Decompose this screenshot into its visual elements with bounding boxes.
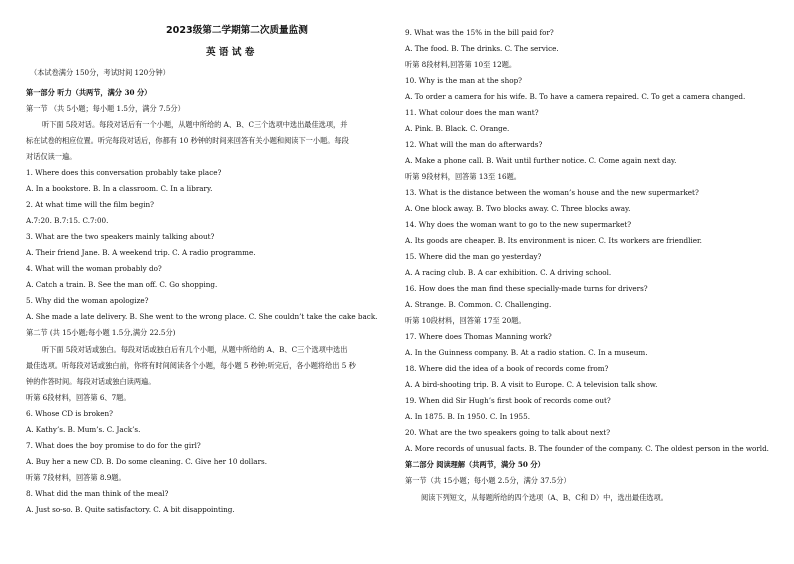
left-text-line: 第二节 (共 15小题;每小题 1.5分,满分 22.5分) [26, 328, 176, 337]
left-text-line: 第一部分 听力（共两节，满分 30 分） [26, 88, 152, 97]
left-text-line: 标在试卷的相应位置。听完每段对话后，你都有 10 秒钟的时间来回答有关小题和阅读下一小题。每段 [26, 136, 349, 145]
right-text-line: 第一节（共 15小题；每小题 2.5分，满分 37.5分） [405, 476, 571, 485]
left-text-line: 听第 6段材料，回答第 6、7题。 [26, 393, 131, 402]
right-text-line: 15. Where did the man go yesterday? [405, 252, 542, 261]
right-text-line: A. Make a phone call. B. Wait until further notice. C. Come again next day. [405, 156, 677, 165]
left-text-line: 7. What does the boy promise to do for the girl? [26, 441, 201, 450]
right-text-line: A. The food. B. The drinks. C. The service. [405, 44, 559, 53]
left-text-line: （本试卷满分 150分，考试时间 120分钟） [30, 68, 170, 77]
right-text-line: A. In 1875. B. In 1950. C. In 1955. [405, 412, 530, 421]
right-text-line: A. In the Guinness company. B. At a radio station. C. In a museum. [405, 348, 648, 357]
left-text-line: 英 语 试 卷 [206, 47, 255, 58]
right-text-line: A. More records of unusual facts. B. The founder of the company. C. The oldest person in the world. [405, 444, 769, 453]
right-text-line: A. One block away. B. Two blocks away. C. Three blocks away. [405, 204, 631, 213]
left-text-line: 2023级第二学期第二次质量监测 [166, 25, 308, 36]
right-text-line: 13. What is the distance between the woman’s house and the new supermarket? [405, 188, 699, 197]
left-text-line: 听下面 5段对话或独白。每段对话或独白后有几个小题，从题中所给的 A、B、C三个选项中选出 [42, 345, 348, 354]
right-text-line: 听第 9段材料，回答第 13至 16题。 [405, 172, 521, 181]
left-text-line: 8. What did the man think of the meal? [26, 489, 169, 498]
left-text-line: A. Just so-so. B. Quite satisfactory. C. A bit disappointing. [26, 505, 235, 514]
left-text-line: 钟的作答时间。每段对话或独白读两遍。 [26, 377, 156, 386]
left-text-line: 最佳选项。听每段对话或独白前，你将有时间阅读各个小题，每小题 5 秒钟;听完后，各小题将给出 5 秒 [26, 361, 356, 370]
right-text-line: 听第 8段材料,回答第 10至 12题。 [405, 60, 517, 69]
right-text-line: 9. What was the 15% in the bill paid for? [405, 28, 554, 37]
right-text-line: 12. What will the man do afterwards? [405, 140, 543, 149]
left-text-line: A. Buy her a new CD. B. Do some cleaning. C. Give her 10 dollars. [26, 457, 267, 466]
right-text-line: 18. Where did the idea of a book of records come from? [405, 364, 609, 373]
left-text-line: 第一节 （共 5小题；每小题 1.5分，满分 7.5分） [26, 104, 185, 113]
left-text-line: 2. At what time will the film begin? [26, 200, 154, 209]
right-text-line: 19. When did Sir Hugh’s first book of records come out? [405, 396, 611, 405]
right-text-line: 20. What are the two speakers going to talk about next? [405, 428, 611, 437]
left-text-line: A. Kathy’s. B. Mum’s. C. Jack’s. [26, 425, 141, 434]
right-text-line: A. Pink. B. Black. C. Orange. [405, 124, 510, 133]
right-text-line: 14. Why does the woman want to go to the new supermarket? [405, 220, 632, 229]
right-text-line: 听第 10段材料，回答第 17至 20题。 [405, 316, 526, 325]
right-text-line: 阅读下列短文，从每题所给的四个选项（A、B、C和 D）中，选出最佳选项。 [421, 493, 668, 502]
right-text-line: 16. How does the man find these specially-made turns for drivers? [405, 284, 648, 293]
left-text-line: A.7:20. B.7:15. C.7:00. [26, 216, 109, 225]
right-text-line: A. To order a camera for his wife. B. To have a camera repaired. C. To get a camera changed. [405, 92, 746, 101]
right-text-line: A. Its goods are cheaper. B. Its environment is nicer. C. Its workers are friendlier. [405, 236, 702, 245]
right-text-line: 第二部分 阅读理解（共两节，满分 50 分） [405, 460, 545, 469]
left-text-line: 5. Why did the woman apologize? [26, 296, 149, 305]
left-text-line: A. She made a late delivery. B. She went to the wrong place. C. She couldn’t take the cake back. [26, 312, 378, 321]
left-text-line: 3. What are the two speakers mainly talking about? [26, 232, 215, 241]
right-text-line: 10. Why is the man at the shop? [405, 76, 523, 85]
right-text-line: 11. What colour does the man want? [405, 108, 539, 117]
left-text-line: 4. What will the woman probably do? [26, 264, 162, 273]
right-text-line: A. A racing club. B. A car exhibition. C. A driving school. [405, 268, 612, 277]
left-text-line: 1. Where does this conversation probably take place? [26, 168, 222, 177]
right-text-line: A. Strange. B. Common. C. Challenging. [405, 300, 552, 309]
left-text-line: 对话仅读一遍。 [26, 152, 77, 161]
right-text-line: A. A bird-shooting trip. B. A visit to Europe. C. A television talk show. [405, 380, 658, 389]
left-text-line: A. In a bookstore. B. In a classroom. C. In a library. [26, 184, 213, 193]
left-text-line: 听下面 5段对话。每段对话后有一个小题，从题中所给的 A、B、C三个选项中选出最佳选项，并 [42, 120, 348, 129]
left-text-line: 6. Whose CD is broken? [26, 409, 113, 418]
left-text-line: A. Their friend Jane. B. A weekend trip. C. A radio programme. [26, 248, 256, 257]
left-text-line: A. Catch a train. B. See the man off. C. Go shopping. [26, 280, 218, 289]
left-text-line: 听第 7段材料，回答第 8.9题。 [26, 473, 126, 482]
right-text-line: 17. Where does Thomas Manning work? [405, 332, 552, 341]
